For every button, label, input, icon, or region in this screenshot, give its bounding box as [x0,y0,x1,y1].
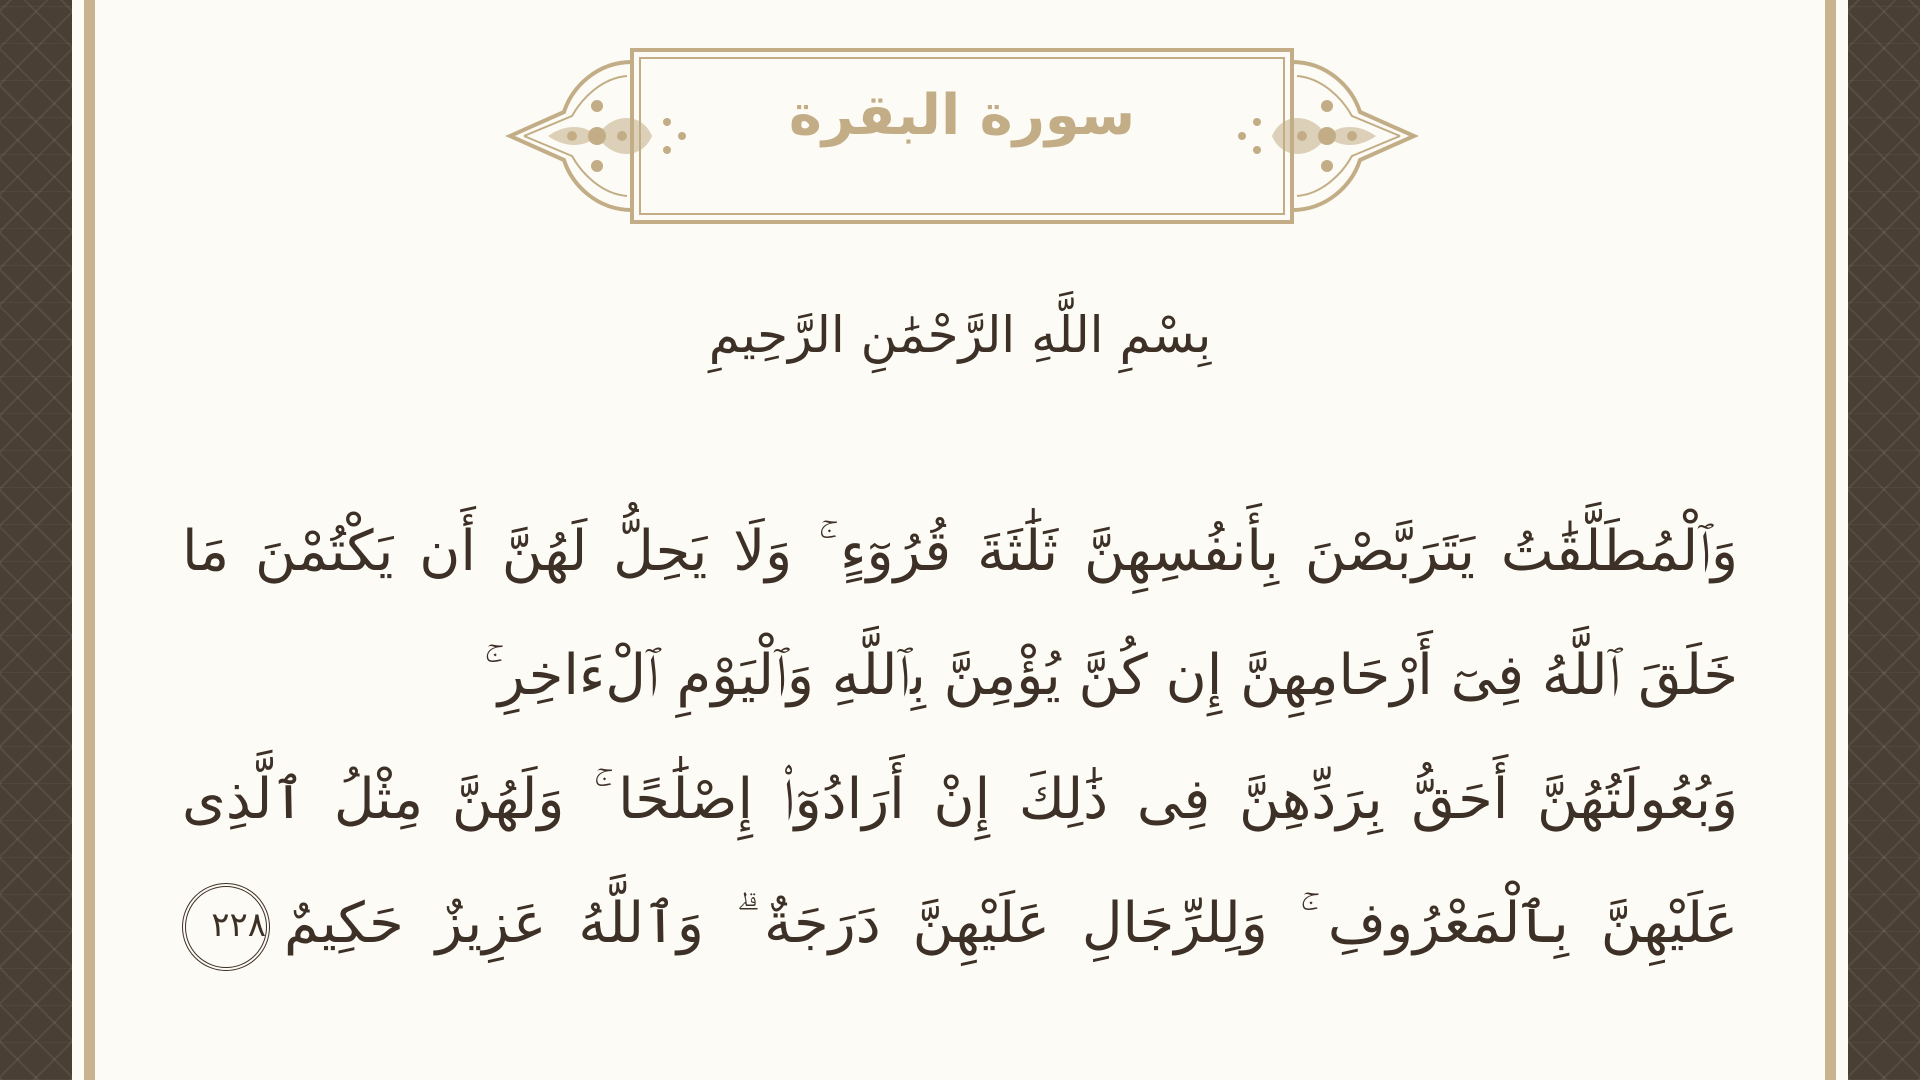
mushaf-page [72,0,1848,1080]
surah-title: سورة البقرة [788,83,1136,148]
verse-line [182,490,1738,614]
verse-line-text: خَلَقَ ٱللَّهُ فِىٓ أَرْحَامِهِنَّ إِن كُنَّ يُؤْمِنَّ بِٱللَّهِ وَٱلْيَوْمِ ٱلْءَاخِرِ ۚ [483,643,1738,708]
surah-title-cartouche [502,42,1422,230]
verse-line [182,614,1738,738]
left-ornamental-border [0,0,72,1080]
verse-line [182,862,1738,986]
verse-line-text: وَٱلْمُطَلَّقَٰتُ يَتَرَبَّصْنَ بِأَنفُسِهِنَّ ثَلَٰثَةَ قُرُوٓءٍ ۚ وَلَا يَحِلُّ لَهُنَّ أَن يَكْتُمْنَ مَا [182,519,1738,584]
ayah-number-marker: ٢٢٨ [182,883,270,971]
basmala: بِسْمِ اللَّهِ الرَّحْمَٰنِ الرَّحِيمِ [708,306,1212,364]
verse-line-text: وَبُعُولَتُهُنَّ أَحَقُّ بِرَدِّهِنَّ فِى ذَٰلِكَ إِنْ أَرَادُوٓا۟ إِصْلَٰحًا ۚ وَلَهُنَّ مِثْلُ ٱلَّذِى [182,767,1738,832]
right-gold-rule [1825,0,1836,1080]
verse-line [182,738,1738,862]
right-ornamental-border [1848,0,1920,1080]
verse-line-text: عَلَيْهِنَّ بِٱلْمَعْرُوفِ ۚ وَلِلرِّجَالِ عَلَيْهِنَّ دَرَجَةٌ ۗ وَٱللَّهُ عَزِيزٌ حَكِيمٌ [284,891,1738,956]
verse-text [182,490,1738,986]
left-gold-rule [84,0,95,1080]
